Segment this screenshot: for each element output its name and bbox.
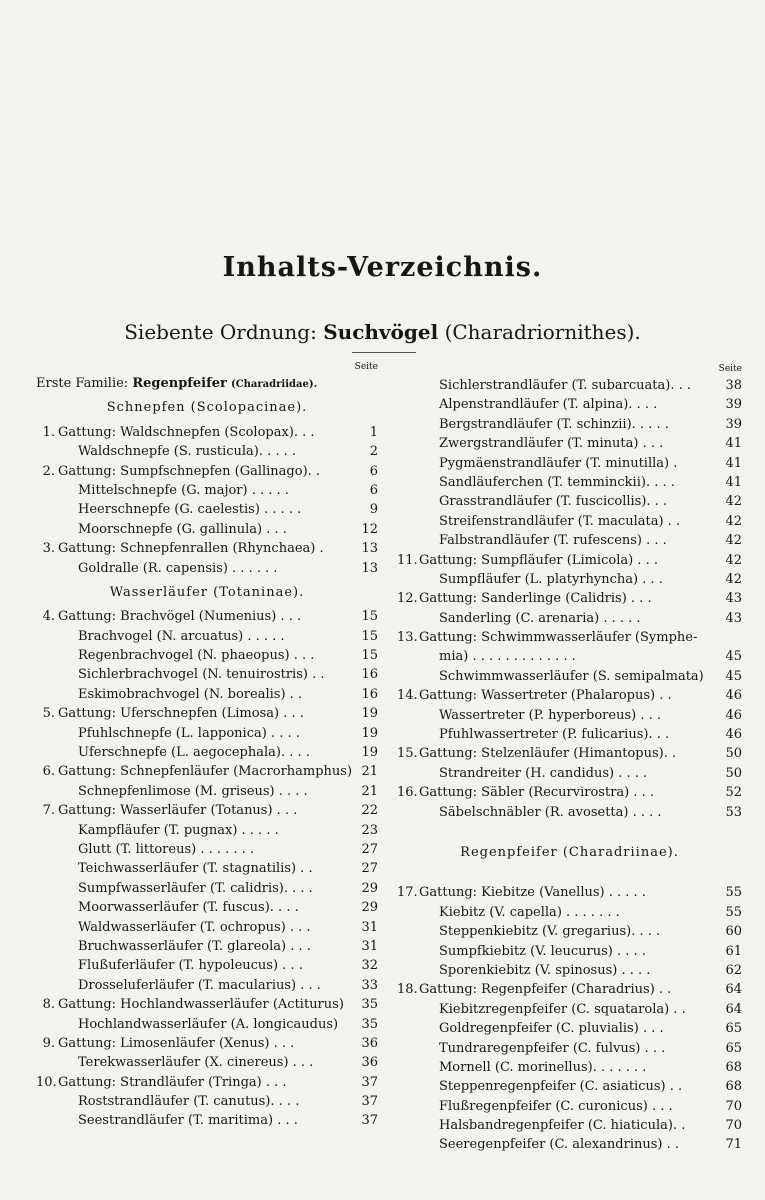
species-entry (397, 609, 742, 628)
entry-text: Bergstrandläufer (T. schinzii). . . . . (439, 416, 669, 432)
species-entry (397, 1058, 742, 1077)
entry-page-number: 6 (369, 463, 378, 479)
entry-text: Gattung: Regenpfeifer (Charadrius) . . (419, 982, 672, 998)
entry-page-number: 39 (725, 397, 742, 413)
entry-page-number: 42 (725, 571, 742, 587)
entry-text: Teichwasserläufer (T. stagnatilis) . . (78, 861, 313, 877)
entry-text: Steppenregenpfeifer (C. asiaticus) . . (439, 1079, 683, 1095)
entry-number: 16. (397, 785, 418, 801)
entry-text: Falbstrandläufer (T. rufescens) . . . (439, 533, 667, 549)
entry-text: Terekwasserläufer (X. cinereus) . . . (78, 1055, 314, 1071)
genus-entry (36, 423, 378, 442)
entry-page-number: 70 (725, 1118, 742, 1134)
entry-text: Strandreiter (H. candidus) . . . . (439, 765, 648, 781)
entry-page-number: 36 (361, 1055, 378, 1071)
entry-text: Seestrandläufer (T. maritima) . . . (78, 1113, 298, 1129)
entry-page-number: 42 (725, 494, 742, 510)
genus-entry (36, 462, 378, 481)
entry-text: Kampfläufer (T. pugnax) . . . . . (78, 822, 279, 838)
entry-text: Tundraregenpfeifer (C. fulvus) . . . (439, 1040, 666, 1056)
species-entry (397, 706, 742, 725)
species-entry (397, 531, 742, 550)
entry-text: Gattung: Limosenläufer (Xenus) . . . (58, 1035, 295, 1051)
entry-text: Pfuhlwassertreter (P. fulicarius). . . (439, 727, 670, 743)
entry-page-number: 62 (725, 962, 742, 978)
entry-page-number: 29 (361, 880, 378, 896)
toc-column-left (36, 360, 378, 1131)
order-divider (352, 352, 416, 353)
entry-number: 13. (397, 630, 418, 646)
entry-text: Kiebitzregenpfeifer (C. squatarola) . . (439, 1001, 686, 1017)
genus-entry (36, 539, 378, 558)
species-entry (397, 395, 742, 414)
species-entry (36, 724, 378, 743)
subfamily-heading: Schnepfen (Scolopacinae). (106, 400, 308, 416)
species-entry (36, 665, 378, 684)
genus-entry (36, 704, 378, 723)
entry-page-number: 68 (725, 1079, 742, 1095)
order-latin: (Charadriornithes). (444, 320, 641, 344)
entry-page-number: 55 (725, 904, 742, 920)
entry-text: Gattung: Sanderlinge (Calidris) . . . (419, 591, 652, 607)
entry-page-number: 33 (361, 977, 378, 993)
genus-entry (36, 1073, 378, 1092)
entry-page-number: 31 (361, 938, 378, 954)
entry-text: Säbelschnäbler (R. avosetta) . . . . (439, 804, 662, 820)
genus-entry (397, 744, 742, 763)
species-entry (36, 937, 378, 956)
entry-text: Moorschnepfe (G. gallinula) . . . (78, 521, 287, 537)
toc-list-right (397, 376, 742, 1155)
species-entry (397, 473, 742, 492)
entry-text: Regenbrachvogel (N. phaeopus) . . . (78, 648, 315, 664)
spacer (397, 867, 742, 883)
entry-text: Gattung: Hochlandwasserläufer (Actiturus) (58, 997, 344, 1013)
species-entry (397, 1019, 742, 1038)
species-entry (36, 481, 378, 500)
entry-text: Bruchwasserläufer (T. glareola) . . . (78, 938, 311, 954)
entry-page-number: 42 (725, 552, 742, 568)
entry-text: Sporenkiebitz (V. spinosus) . . . . (439, 962, 651, 978)
species-entry (36, 520, 378, 539)
entry-page-number: 60 (725, 924, 742, 940)
species-entry (397, 1116, 742, 1135)
entry-page-number: 37 (361, 1094, 378, 1110)
entry-number: 10. (36, 1074, 57, 1090)
entry-page-number: 43 (725, 591, 742, 607)
entry-page-number: 64 (725, 982, 742, 998)
entry-page-number: 9 (369, 502, 378, 518)
entry-number: 14. (397, 688, 418, 704)
entry-page-number: 15 (361, 648, 378, 664)
entry-text: Schwimmwasserläufer (S. semipalmata) (439, 668, 704, 684)
entry-page-number: 68 (725, 1059, 742, 1075)
entry-page-number: 50 (725, 746, 742, 762)
entry-text: Steppenkiebitz (V. gregarius). . . . (439, 924, 661, 940)
entry-page-number: 55 (725, 885, 742, 901)
entry-page-number: 19 (361, 725, 378, 741)
entry-number: 17. (397, 885, 418, 901)
entry-text: Pygmäenstrandläufer (T. minutilla) . (439, 455, 678, 471)
entry-text: Pfuhlschnepfe (L. lapponica) . . . . (78, 725, 300, 741)
entry-number: 12. (397, 591, 418, 607)
entry-text: Moorwasserläufer (T. fuscus). . . . (78, 900, 299, 916)
entry-page-number: 23 (361, 822, 378, 838)
entry-text: Sanderling (C. arenaria) . . . . . (439, 610, 641, 626)
genus-entry (397, 589, 742, 608)
species-entry (397, 942, 742, 961)
order-heading (0, 320, 765, 344)
entry-text: Gattung: Sumpfschnepfen (Gallinago). . (58, 463, 321, 479)
entry-number: 2. (42, 463, 55, 479)
entry-text: Sumpfwasserläufer (T. calidris). . . . (78, 880, 313, 896)
entry-page-number: 39 (725, 416, 742, 432)
species-entry (36, 559, 378, 578)
entry-page-number: 13 (361, 541, 378, 557)
species-entry (397, 1077, 742, 1096)
entry-page-number: 46 (725, 727, 742, 743)
entry-text: Schnepfenlimose (M. griseus) . . . . (78, 783, 308, 799)
genus-entry (397, 980, 742, 999)
entry-text: Flußregenpfeifer (C. curonicus) . . . (439, 1098, 673, 1114)
entry-text: Zwergstrandläufer (T. minuta) . . . (439, 436, 664, 452)
page-title: Inhalts-Verzeichnis. (222, 252, 543, 283)
genus-entry (36, 801, 378, 820)
entry-page-number: 41 (725, 436, 742, 452)
species-entry (397, 1000, 742, 1019)
species-entry (397, 434, 742, 453)
species-entry (397, 725, 742, 744)
family-name: Regenpfeifer (132, 376, 227, 391)
entry-text: Gattung: Schnepfenläufer (Macrorhamphus) (58, 764, 353, 780)
entry-page-number: 65 (725, 1040, 742, 1056)
entry-text: Gattung: Uferschnepfen (Limosa) . . . (58, 706, 304, 722)
genus-entry (36, 762, 378, 781)
species-entry (397, 803, 742, 822)
entry-page-number: 22 (361, 803, 378, 819)
entry-text: Heerschnepfe (G. caelestis) . . . . . (78, 502, 302, 518)
genus-entry (36, 1034, 378, 1053)
entry-text: Goldregenpfeifer (C. pluvialis) . . . (439, 1021, 664, 1037)
species-entry (397, 415, 742, 434)
entry-page-number: 16 (361, 686, 378, 702)
family-prefix: Erste Familie: (36, 376, 129, 391)
species-entry (397, 454, 742, 473)
entry-number: 9. (42, 1035, 55, 1051)
entry-text: Streifenstrandläufer (T. maculata) . . (439, 513, 681, 529)
species-entry (36, 500, 378, 519)
entry-page-number: 36 (361, 1035, 378, 1051)
entry-text: Flußuferläufer (T. hypoleucus) . . . (78, 958, 303, 974)
entry-text: Sichlerstrandläufer (T. subarcuata). . . (439, 378, 692, 393)
entry-number: 6. (42, 764, 55, 780)
entry-page-number: 2 (369, 444, 378, 460)
entry-text: Goldralle (R. capensis) . . . . . . (78, 560, 278, 576)
entry-text: Gattung: Schnepfenrallen (Rhynchaea) . (58, 541, 324, 557)
entry-page-number: 38 (725, 378, 742, 393)
entry-page-number: 21 (361, 783, 378, 799)
species-entry (36, 879, 378, 898)
species-entry (397, 1097, 742, 1116)
entry-page-number: 19 (361, 745, 378, 761)
entry-number: 3. (42, 541, 55, 557)
entry-page-number: 46 (725, 688, 742, 704)
entry-text: Drosseluferläufer (T. macularius) . . . (78, 977, 321, 993)
species-entry (36, 859, 378, 878)
subfamily-heading: Regenpfeifer (Charadriinae). (460, 844, 679, 860)
entry-text: Seeregenpfeifer (C. alexandrinus) . . (439, 1137, 680, 1153)
species-entry (397, 492, 742, 511)
species-entry (397, 667, 742, 686)
entry-number: 8. (42, 997, 55, 1013)
entry-page-number: 21 (361, 764, 378, 780)
genus-entry (36, 995, 378, 1014)
entry-page-number: 35 (361, 997, 378, 1013)
entry-number: 1. (42, 424, 55, 440)
entry-number: 18. (397, 982, 418, 998)
entry-text: Halsbandregenpfeifer (C. hiaticula). . (439, 1118, 686, 1134)
entry-text: Alpenstrandläufer (T. alpina). . . . (439, 397, 658, 413)
entry-page-number: 41 (725, 474, 742, 490)
entry-page-number: 13 (361, 560, 378, 576)
entry-text: mia) . . . . . . . . . . . . . (439, 649, 576, 665)
species-entry (397, 922, 742, 941)
family-latin: (Charadriidae). (230, 379, 318, 390)
entry-text: Eskimobrachvogel (N. borealis) . . (78, 686, 303, 702)
entry-text: Gattung: Strandläufer (Tringa) . . . (58, 1074, 287, 1090)
subfamily-heading: Wasserläufer (Totaninae). (109, 584, 305, 600)
entry-page-number: 45 (725, 649, 742, 665)
species-entry (36, 1053, 378, 1072)
entry-number: 15. (397, 746, 418, 762)
entry-text: Gattung: Säbler (Recurvirostra) . . . (419, 785, 655, 801)
species-entry (36, 1092, 378, 1111)
family-heading (36, 374, 378, 393)
entry-text: Gattung: Wasserläufer (Totanus) . . . (58, 803, 298, 819)
entry-page-number: 35 (361, 1016, 378, 1032)
entry-page-number: 52 (725, 785, 742, 801)
page-column-header-right: Seite (718, 364, 742, 374)
entry-page-number: 19 (361, 706, 378, 722)
entry-page-number: 53 (725, 804, 742, 820)
entry-text: Mittelschnepfe (G. major) . . . . . (78, 482, 289, 498)
entry-text: Roststrandläufer (T. canutus). . . . (78, 1094, 300, 1110)
species-entry (36, 976, 378, 995)
entry-page-number: 27 (361, 841, 378, 857)
species-entry (397, 1039, 742, 1058)
entry-text: Sandläuferchen (T. temminckii). . . . (439, 474, 675, 490)
entry-page-number: 43 (725, 610, 742, 626)
entry-page-number: 6 (369, 482, 378, 498)
species-entry (36, 646, 378, 665)
entry-text: Mornell (C. morinellus). . . . . . . (439, 1059, 647, 1075)
entry-text: Glutt (T. littoreus) . . . . . . . (78, 841, 255, 857)
entry-page-number: 50 (725, 765, 742, 781)
entry-page-number: 29 (361, 900, 378, 916)
species-entry (397, 570, 742, 589)
entry-text: Waldwasserläufer (T. ochropus) . . . (78, 919, 311, 935)
entry-page-number: 41 (725, 455, 742, 471)
species-entry (36, 821, 378, 840)
genus-entry (397, 883, 742, 902)
genus-entry (397, 551, 742, 570)
entry-text: Gattung: Wassertreter (Phalaropus) . . (419, 688, 672, 704)
entry-page-number: 71 (725, 1137, 742, 1153)
entry-page-number: 15 (361, 609, 378, 625)
entry-page-number: 70 (725, 1098, 742, 1114)
entry-page-number: 65 (725, 1021, 742, 1037)
species-entry (36, 743, 378, 762)
entry-text: Gattung: Schwimmwasserläufer (Symphe- (419, 630, 698, 646)
toc-list-left (36, 398, 378, 1130)
genus-entry (36, 607, 378, 626)
order-prefix: Siebente Ordnung: (124, 320, 317, 344)
entry-text: Kiebitz (V. capella) . . . . . . . (439, 904, 620, 920)
entry-text: Gattung: Stelzenläufer (Himantopus). . (419, 746, 677, 762)
entry-text: Grasstrandläufer (T. fuscicollis). . . (439, 494, 668, 510)
entry-number: 11. (397, 552, 418, 568)
species-entry (36, 1015, 378, 1034)
species-entry (397, 1135, 742, 1154)
entry-text: Sichlerbrachvogel (N. tenuirostris) . . (78, 667, 325, 683)
entry-text: Gattung: Sumpfläufer (Limicola) . . . (419, 552, 658, 568)
genus-entry (397, 628, 742, 647)
entry-page-number: 27 (361, 861, 378, 877)
entry-number: 7. (42, 803, 55, 819)
species-entry (397, 512, 742, 531)
entry-page-number: 61 (725, 943, 742, 959)
species-entry (36, 918, 378, 937)
entry-page-number: 32 (361, 958, 378, 974)
entry-page-number: 64 (725, 1001, 742, 1017)
order-name: Suchvögel (323, 320, 439, 344)
entry-page-number: 37 (361, 1074, 378, 1090)
species-entry (36, 840, 378, 859)
entry-page-number: 42 (725, 533, 742, 549)
species-entry (36, 956, 378, 975)
species-entry (36, 782, 378, 801)
entry-text: Waldschnepfe (S. rusticula). . . . . (78, 444, 297, 460)
species-entry (36, 898, 378, 917)
species-entry (397, 647, 742, 666)
genus-entry (397, 783, 742, 802)
entry-text: Sumpfläufer (L. platyrhyncha) . . . (439, 571, 663, 587)
entry-text: Gattung: Kiebitze (Vanellus) . . . . . (419, 885, 646, 901)
entry-page-number: 31 (361, 919, 378, 935)
entry-number: 4. (42, 609, 55, 625)
entry-page-number: 16 (361, 667, 378, 683)
entry-text: Hochlandwasserläufer (A. longicaudus) (78, 1016, 339, 1032)
entry-page-number: 1 (369, 424, 378, 440)
toc-column-right (397, 362, 742, 1155)
entry-text: Sumpfkiebitz (V. leucurus) . . . . (439, 943, 646, 959)
species-entry (36, 1111, 378, 1130)
species-entry (36, 685, 378, 704)
entry-page-number: 15 (361, 628, 378, 644)
entry-number: 5. (42, 706, 55, 722)
entry-text: Gattung: Waldschnepfen (Scolopax). . . (58, 424, 315, 440)
entry-text: Uferschnepfe (L. aegocephala). . . . (78, 745, 310, 761)
entry-text: Wassertreter (P. hyperboreus) . . . (439, 707, 661, 723)
species-entry (397, 961, 742, 980)
species-entry (397, 376, 742, 395)
entry-page-number: 45 (725, 668, 742, 684)
entry-page-number: 12 (361, 521, 378, 537)
species-entry (397, 764, 742, 783)
genus-entry (397, 686, 742, 705)
entry-page-number: 42 (725, 513, 742, 529)
entry-page-number: 46 (725, 707, 742, 723)
species-entry (36, 442, 378, 461)
page-column-header-left: Seite (354, 362, 378, 372)
species-entry (397, 903, 742, 922)
spacer (397, 822, 742, 838)
species-entry (36, 627, 378, 646)
entry-text: Gattung: Brachvögel (Numenius) . . . (58, 609, 302, 625)
entry-page-number: 37 (361, 1113, 378, 1129)
entry-text: Brachvogel (N. arcuatus) . . . . . (78, 628, 285, 644)
